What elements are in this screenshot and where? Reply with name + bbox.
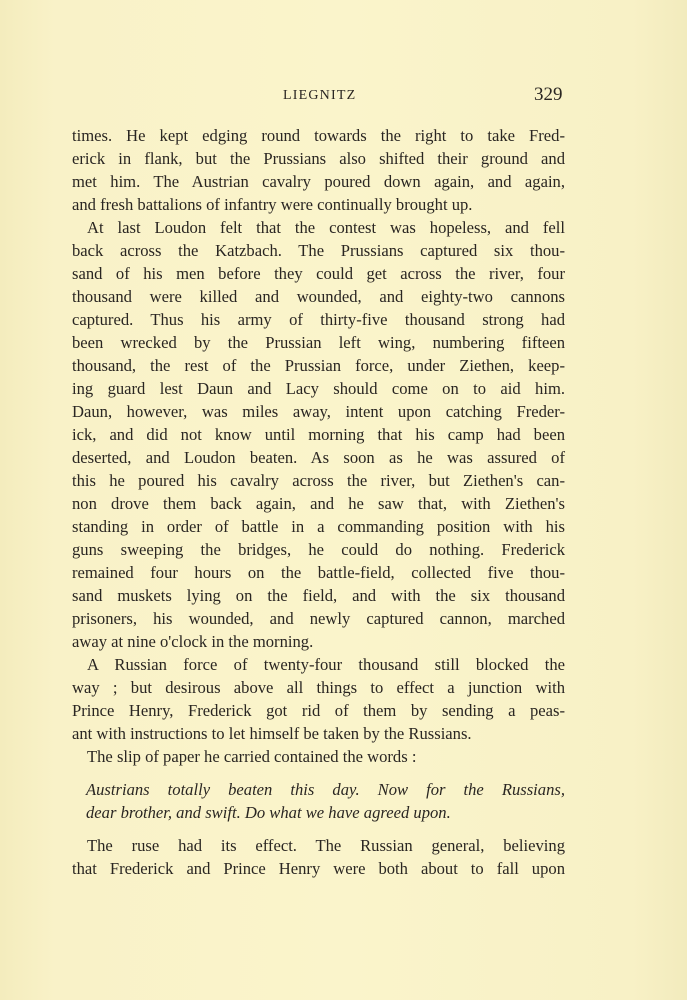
text-line: times. He kept edging round towards the right to take Fred- bbox=[72, 126, 565, 145]
text-line: At last Loudon felt that the contest was hopeless, and fell bbox=[87, 218, 565, 237]
text-line: back across the Katzbach. The Prussians captured six thou- bbox=[72, 241, 565, 260]
quoted-message-line: Austrians totally beaten this day. Now for the Russians, bbox=[86, 780, 565, 799]
text-line: A Russian force of twenty-four thousand still blocked the bbox=[87, 655, 565, 674]
text-line: ick, and did not know until morning that his camp had been bbox=[72, 425, 565, 444]
text-line: standing in order of battle in a commanding position with his bbox=[72, 517, 565, 536]
running-title: LIEGNITZ bbox=[283, 88, 357, 103]
text-line: been wrecked by the Prussian left wing, numbering fifteen bbox=[72, 333, 565, 352]
text-line: thousand were killed and wounded, and eighty-two cannons bbox=[72, 287, 565, 306]
text-line: met him. The Austrian cavalry poured down again, and again, bbox=[72, 172, 565, 191]
spacer bbox=[72, 824, 565, 834]
page-number: 329 bbox=[534, 84, 563, 105]
text-line: guns sweeping the bridges, he could do nothing. Frederick bbox=[72, 540, 565, 559]
text-line: this he poured his cavalry across the river, but Ziethen's can- bbox=[72, 471, 565, 490]
text-line: The ruse had its effect. The Russian general, believing bbox=[87, 836, 565, 855]
text-line: and fresh battalions of infantry were continually brought up. bbox=[72, 195, 473, 214]
text-line: The slip of paper he carried contained the words : bbox=[87, 747, 417, 766]
text-line: prisoners, his wounded, and newly captured cannon, marched bbox=[72, 609, 565, 628]
text-line: sand of his men before they could get across the river, four bbox=[72, 264, 565, 283]
text-line: Daun, however, was miles away, intent upon catching Freder- bbox=[72, 402, 565, 421]
text-line: erick in flank, but the Prussians also shifted their ground and bbox=[72, 149, 565, 168]
running-header bbox=[0, 84, 687, 108]
spacer bbox=[72, 768, 565, 778]
text-line: way ; but desirous above all things to effect a junction with bbox=[72, 678, 565, 697]
quoted-message-line: dear brother, and swift. Do what we have agreed upon. bbox=[86, 803, 451, 822]
text-line: ant with instructions to let himself be taken by the Russians. bbox=[72, 724, 472, 743]
text-line: thousand, the rest of the Prussian force, under Ziethen, keep- bbox=[72, 356, 565, 375]
body-text bbox=[72, 124, 565, 880]
text-line: away at nine o'clock in the morning. bbox=[72, 632, 314, 651]
text-line: sand muskets lying on the field, and with the six thousand bbox=[72, 586, 565, 605]
text-line: deserted, and Loudon beaten. As soon as he was assured of bbox=[72, 448, 565, 467]
text-line: non drove them back again, and he saw that, with Ziethen's bbox=[72, 494, 565, 513]
text-line: ing guard lest Daun and Lacy should come on to aid him. bbox=[72, 379, 565, 398]
text-line: Prince Henry, Frederick got rid of them by sending a peas- bbox=[72, 701, 565, 720]
text-line: captured. Thus his army of thirty-five thousand strong had bbox=[72, 310, 565, 329]
text-line: that Frederick and Prince Henry were both about to fall upon bbox=[72, 859, 565, 878]
text-line: remained four hours on the battle-field, collected five thou- bbox=[72, 563, 565, 582]
